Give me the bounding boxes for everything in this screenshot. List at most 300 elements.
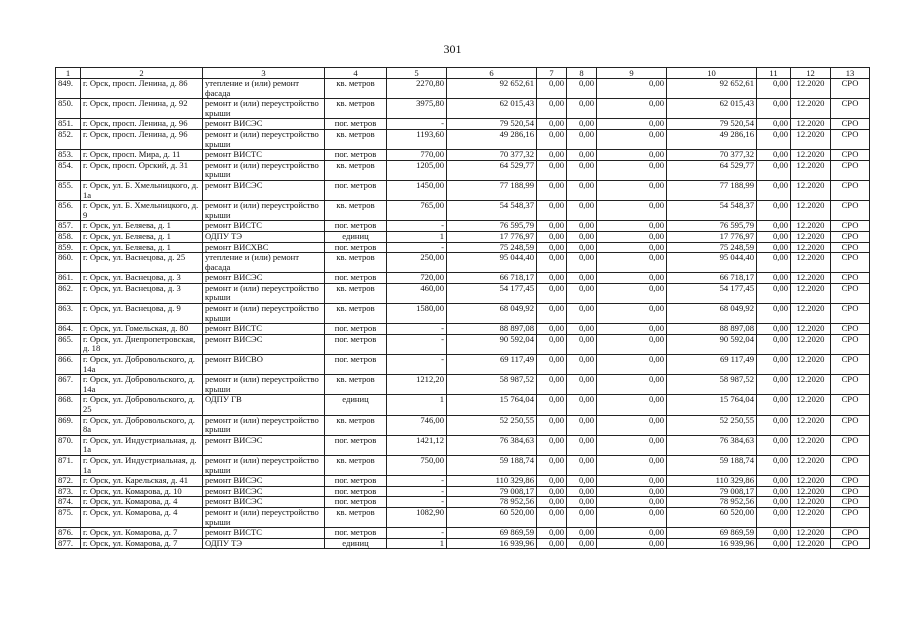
table-cell: СРО xyxy=(831,497,870,508)
table-cell: 66 718,17 xyxy=(667,273,757,284)
table-cell: - xyxy=(387,242,447,253)
table-cell: 69 117,49 xyxy=(447,355,537,375)
table-cell: 12.2020 xyxy=(791,538,831,549)
table-cell: 0,00 xyxy=(537,486,567,497)
table-row xyxy=(56,507,870,527)
table-cell: 0,00 xyxy=(567,119,597,130)
table-cell: 859. xyxy=(56,242,81,253)
table-cell: 0,00 xyxy=(597,395,667,415)
table-cell: кв. метров xyxy=(325,375,387,395)
table-cell: 12.2020 xyxy=(791,119,831,130)
table-cell: 1580,00 xyxy=(387,304,447,324)
table-cell: ремонт ВИСТС xyxy=(203,324,325,335)
table-cell: 95 044,40 xyxy=(667,253,757,273)
table-cell: 90 592,04 xyxy=(447,334,537,354)
table-cell: 49 286,16 xyxy=(667,129,757,149)
table-cell: 92 652,61 xyxy=(667,79,757,99)
table-cell: 95 044,40 xyxy=(447,253,537,273)
table-cell: 0,00 xyxy=(597,528,667,539)
table-cell: пог. метров xyxy=(325,486,387,497)
table-cell: г. Орск, ул. Васнецова, д. 9 xyxy=(81,304,203,324)
table-cell: пог. метров xyxy=(325,476,387,487)
table-cell: ремонт и (или) переустройство крыши xyxy=(203,304,325,324)
table-cell: кв. метров xyxy=(325,201,387,221)
table-cell: 0,00 xyxy=(597,375,667,395)
table-cell: СРО xyxy=(831,273,870,284)
table-cell: 0,00 xyxy=(597,334,667,354)
table-cell: 60 520,00 xyxy=(667,507,757,527)
table-cell: 12.2020 xyxy=(791,201,831,221)
table-cell: ремонт ВИСТС xyxy=(203,528,325,539)
table-cell: 52 250,55 xyxy=(667,415,757,435)
table-cell: 0,00 xyxy=(567,99,597,119)
table-cell: 0,00 xyxy=(567,334,597,354)
table-cell: 12.2020 xyxy=(791,231,831,242)
column-number-cell: 8 xyxy=(567,68,597,79)
table-cell: утепление и (или) ремонт фасада xyxy=(203,253,325,273)
table-cell: СРО xyxy=(831,435,870,455)
table-cell: 12.2020 xyxy=(791,507,831,527)
table-cell: 770,00 xyxy=(387,150,447,161)
column-number-cell: 5 xyxy=(387,68,447,79)
table-cell: 0,00 xyxy=(757,355,791,375)
table-cell: 0,00 xyxy=(757,455,791,475)
table-cell: 70 377,32 xyxy=(447,150,537,161)
table-cell: 875. xyxy=(56,507,81,527)
table-cell: - xyxy=(387,119,447,130)
table-cell: 0,00 xyxy=(757,528,791,539)
table-cell: 0,00 xyxy=(757,507,791,527)
column-number-row xyxy=(56,68,870,79)
table-cell: 12.2020 xyxy=(791,497,831,508)
table-cell: 0,00 xyxy=(757,273,791,284)
table-cell: ремонт ВИСЭС xyxy=(203,486,325,497)
table-cell: кв. метров xyxy=(325,99,387,119)
table-cell: кв. метров xyxy=(325,283,387,303)
table-cell: 863. xyxy=(56,304,81,324)
table-cell: 59 188,74 xyxy=(667,455,757,475)
table-cell: 0,00 xyxy=(597,160,667,180)
table-cell: 871. xyxy=(56,455,81,475)
table-cell: 3975,80 xyxy=(387,99,447,119)
table-cell: 12.2020 xyxy=(791,129,831,149)
table-row xyxy=(56,486,870,497)
table-cell: г. Орск, ул. Васнецова, д. 25 xyxy=(81,253,203,273)
table-cell: 12.2020 xyxy=(791,355,831,375)
table-cell: 12.2020 xyxy=(791,334,831,354)
table-cell: 862. xyxy=(56,283,81,303)
table-cell: 870. xyxy=(56,435,81,455)
table-cell: 17 776,97 xyxy=(447,231,537,242)
table-cell: г. Орск, ул. Карельская, д. 41 xyxy=(81,476,203,487)
table-cell: 0,00 xyxy=(757,476,791,487)
table-row xyxy=(56,242,870,253)
table-cell: 0,00 xyxy=(567,129,597,149)
table-cell: 765,00 xyxy=(387,201,447,221)
table-cell: 69 869,59 xyxy=(447,528,537,539)
table-cell: 0,00 xyxy=(537,528,567,539)
column-number-cell: 11 xyxy=(757,68,791,79)
table-cell: 76 384,63 xyxy=(447,435,537,455)
table-cell: 0,00 xyxy=(757,253,791,273)
table-cell: 1 xyxy=(387,538,447,549)
table-row xyxy=(56,334,870,354)
table-cell: пог. метров xyxy=(325,528,387,539)
table-cell: г. Орск, ул. Добровольского, д. 14а xyxy=(81,375,203,395)
table-cell: пог. метров xyxy=(325,273,387,284)
table-cell: г. Орск, ул. Комарова, д. 7 xyxy=(81,538,203,549)
table-cell: 15 764,04 xyxy=(447,395,537,415)
table-cell: 69 869,59 xyxy=(667,528,757,539)
table-cell: 12.2020 xyxy=(791,79,831,99)
table-cell: 92 652,61 xyxy=(447,79,537,99)
table-cell: СРО xyxy=(831,324,870,335)
table-cell: 90 592,04 xyxy=(667,334,757,354)
table-cell: СРО xyxy=(831,395,870,415)
table-row xyxy=(56,538,870,549)
table-cell: 0,00 xyxy=(757,221,791,232)
table-cell: 12.2020 xyxy=(791,304,831,324)
table-cell: 12.2020 xyxy=(791,476,831,487)
table-cell: 0,00 xyxy=(597,273,667,284)
table-cell: 0,00 xyxy=(597,538,667,549)
table-cell: 0,00 xyxy=(537,99,567,119)
table-cell: СРО xyxy=(831,201,870,221)
table-cell: 76 384,63 xyxy=(667,435,757,455)
table-cell: 0,00 xyxy=(597,99,667,119)
table-cell: 0,00 xyxy=(537,273,567,284)
table-cell: - xyxy=(387,324,447,335)
table-cell: 64 529,77 xyxy=(667,160,757,180)
table-row xyxy=(56,304,870,324)
table-cell: пог. метров xyxy=(325,221,387,232)
table-cell: СРО xyxy=(831,486,870,497)
table-row xyxy=(56,497,870,508)
table-cell: 0,00 xyxy=(567,497,597,508)
table-row xyxy=(56,99,870,119)
table-cell: пог. метров xyxy=(325,242,387,253)
table-cell: 12.2020 xyxy=(791,273,831,284)
table-cell: ремонт и (или) переустройство крыши xyxy=(203,283,325,303)
table-cell: 0,00 xyxy=(567,304,597,324)
table-cell: 869. xyxy=(56,415,81,435)
table-cell: СРО xyxy=(831,180,870,200)
table-cell: 0,00 xyxy=(597,150,667,161)
table-cell: 0,00 xyxy=(757,99,791,119)
table-cell: 0,00 xyxy=(567,395,597,415)
table-cell: г. Орск, ул. Комарова, д. 10 xyxy=(81,486,203,497)
table-cell: 0,00 xyxy=(757,375,791,395)
table-cell: - xyxy=(387,221,447,232)
table-cell: 0,00 xyxy=(597,231,667,242)
table-cell: - xyxy=(387,497,447,508)
table-cell: 720,00 xyxy=(387,273,447,284)
table-cell: - xyxy=(387,355,447,375)
table-cell: г. Орск, ул. Добровольского, д. 25 xyxy=(81,395,203,415)
table-cell: 0,00 xyxy=(537,455,567,475)
table-row xyxy=(56,79,870,99)
table-cell: 855. xyxy=(56,180,81,200)
table-cell: 852. xyxy=(56,129,81,149)
column-number-cell: 10 xyxy=(667,68,757,79)
table-cell: 69 117,49 xyxy=(667,355,757,375)
table-cell: ремонт ВИСЭС xyxy=(203,180,325,200)
table-cell: г. Орск, ул. Беляева, д. 1 xyxy=(81,231,203,242)
table-cell: 0,00 xyxy=(567,253,597,273)
table-cell: 0,00 xyxy=(567,528,597,539)
table-cell: г. Орск, ул. Комарова, д. 7 xyxy=(81,528,203,539)
table-cell: 0,00 xyxy=(567,180,597,200)
table-cell: 70 377,32 xyxy=(667,150,757,161)
table-row xyxy=(56,355,870,375)
table-cell: г. Орск, ул. Комарова, д. 4 xyxy=(81,507,203,527)
table-cell: 12.2020 xyxy=(791,160,831,180)
table-cell: 54 177,45 xyxy=(667,283,757,303)
table-cell: СРО xyxy=(831,455,870,475)
table-cell: ОДПУ ГВ xyxy=(203,395,325,415)
table-cell: 1205,00 xyxy=(387,160,447,180)
table-cell: пог. метров xyxy=(325,119,387,130)
table-cell: 0,00 xyxy=(567,221,597,232)
table-cell: ремонт ВИСЭС xyxy=(203,476,325,487)
table-cell: г. Орск, ул. Беляева, д. 1 xyxy=(81,221,203,232)
table-cell: 0,00 xyxy=(567,486,597,497)
table-cell: г. Орск, просп. Ленина, д. 96 xyxy=(81,119,203,130)
table-cell: 0,00 xyxy=(757,334,791,354)
table-cell: 0,00 xyxy=(597,180,667,200)
table-cell: пог. метров xyxy=(325,334,387,354)
table-cell: ОДПУ ТЭ xyxy=(203,538,325,549)
table-cell: 12.2020 xyxy=(791,528,831,539)
table-cell: 856. xyxy=(56,201,81,221)
table-cell: ремонт ВИСХВС xyxy=(203,242,325,253)
table-cell: 15 764,04 xyxy=(667,395,757,415)
table-cell: 0,00 xyxy=(537,221,567,232)
table-cell: кв. метров xyxy=(325,304,387,324)
table-cell: 0,00 xyxy=(567,242,597,253)
table-cell: 0,00 xyxy=(537,375,567,395)
table-cell: 12.2020 xyxy=(791,435,831,455)
table-cell: ремонт ВИСТС xyxy=(203,150,325,161)
table-cell: г. Орск, ул. Васнецова, д. 3 xyxy=(81,283,203,303)
table-cell: 0,00 xyxy=(567,507,597,527)
table-cell: 60 520,00 xyxy=(447,507,537,527)
table-cell: г. Орск, просп. Орский, д. 31 xyxy=(81,160,203,180)
table-cell: 17 776,97 xyxy=(667,231,757,242)
table-cell: 868. xyxy=(56,395,81,415)
table-cell: 1 xyxy=(387,231,447,242)
table-cell: г. Орск, ул. Васнецова, д. 3 xyxy=(81,273,203,284)
table-cell: ремонт и (или) переустройство крыши xyxy=(203,415,325,435)
table-cell: СРО xyxy=(831,375,870,395)
table-cell: ремонт и (или) переустройство крыши xyxy=(203,375,325,395)
table-cell: 0,00 xyxy=(597,283,667,303)
table-cell: 0,00 xyxy=(597,242,667,253)
table-cell: СРО xyxy=(831,528,870,539)
repair-schedule-table xyxy=(55,67,870,549)
table-cell: 0,00 xyxy=(537,324,567,335)
table-cell: 0,00 xyxy=(537,79,567,99)
table-cell: 59 188,74 xyxy=(447,455,537,475)
table-cell: 858. xyxy=(56,231,81,242)
table-cell: ОДПУ ТЭ xyxy=(203,231,325,242)
table-cell: пог. метров xyxy=(325,150,387,161)
table-cell: 0,00 xyxy=(757,150,791,161)
table-cell: ремонт ВИСТС xyxy=(203,221,325,232)
table-cell: СРО xyxy=(831,99,870,119)
table-cell: 0,00 xyxy=(537,395,567,415)
table-cell: кв. метров xyxy=(325,129,387,149)
table-cell: СРО xyxy=(831,283,870,303)
table-cell: г. Орск, ул. Индустриальная, д. 1а xyxy=(81,435,203,455)
table-cell: 0,00 xyxy=(597,455,667,475)
table-cell: ремонт ВИСЭС xyxy=(203,273,325,284)
table-row xyxy=(56,455,870,475)
table-cell: 0,00 xyxy=(567,273,597,284)
table-cell: ремонт и (или) переустройство крыши xyxy=(203,129,325,149)
table-row xyxy=(56,231,870,242)
table-cell: 0,00 xyxy=(597,324,667,335)
table-cell: 874. xyxy=(56,497,81,508)
column-number-cell: 12 xyxy=(791,68,831,79)
table-cell: ремонт и (или) переустройство крыши xyxy=(203,455,325,475)
table-cell: 12.2020 xyxy=(791,395,831,415)
table-cell: 12.2020 xyxy=(791,283,831,303)
table-cell: 0,00 xyxy=(597,435,667,455)
table-cell: 0,00 xyxy=(567,476,597,487)
table-cell: 79 008,17 xyxy=(447,486,537,497)
table-cell: ремонт и (или) переустройство крыши xyxy=(203,507,325,527)
table-cell: 54 177,45 xyxy=(447,283,537,303)
table-cell: 0,00 xyxy=(757,497,791,508)
table-cell: СРО xyxy=(831,221,870,232)
table-cell: 110 329,86 xyxy=(667,476,757,487)
table-cell: пог. метров xyxy=(325,180,387,200)
table-cell: 0,00 xyxy=(757,304,791,324)
table-cell: г. Орск, просп. Мира, д. 11 xyxy=(81,150,203,161)
table-cell: 49 286,16 xyxy=(447,129,537,149)
table-cell: 0,00 xyxy=(757,435,791,455)
table-cell: г. Орск, ул. Комарова, д. 4 xyxy=(81,497,203,508)
table-cell: 1 xyxy=(387,395,447,415)
table-cell: 12.2020 xyxy=(791,415,831,435)
table-cell: 861. xyxy=(56,273,81,284)
table-cell: 0,00 xyxy=(537,304,567,324)
table-cell: ремонт ВИСЭС xyxy=(203,435,325,455)
table-cell: - xyxy=(387,334,447,354)
table-cell: г. Орск, ул. Днепропетровская, д. 18 xyxy=(81,334,203,354)
table-cell: 0,00 xyxy=(537,538,567,549)
table-row xyxy=(56,150,870,161)
column-number-cell: 1 xyxy=(56,68,81,79)
table-cell: 250,00 xyxy=(387,253,447,273)
table-cell: 1212,20 xyxy=(387,375,447,395)
table-cell: СРО xyxy=(831,150,870,161)
table-row xyxy=(56,119,870,130)
table-cell: 88 897,08 xyxy=(447,324,537,335)
table-cell: 851. xyxy=(56,119,81,130)
table-cell: 0,00 xyxy=(597,253,667,273)
table-cell: ремонт ВИСВО xyxy=(203,355,325,375)
table-cell: 0,00 xyxy=(597,129,667,149)
table-cell: 0,00 xyxy=(537,497,567,508)
table-cell: 12.2020 xyxy=(791,99,831,119)
table-cell: 0,00 xyxy=(757,283,791,303)
table-cell: 0,00 xyxy=(757,201,791,221)
table-cell: 866. xyxy=(56,355,81,375)
table-cell: 0,00 xyxy=(537,201,567,221)
table-cell: 0,00 xyxy=(757,538,791,549)
table-cell: 76 595,79 xyxy=(447,221,537,232)
table-cell: пог. метров xyxy=(325,497,387,508)
table-cell: 77 188,99 xyxy=(667,180,757,200)
table-cell: 77 188,99 xyxy=(447,180,537,200)
table-cell: 16 939,96 xyxy=(667,538,757,549)
table-cell: 12.2020 xyxy=(791,486,831,497)
table-cell: 0,00 xyxy=(567,231,597,242)
table-row xyxy=(56,395,870,415)
table-cell: 54 548,37 xyxy=(667,201,757,221)
table-cell: кв. метров xyxy=(325,253,387,273)
table-cell: 0,00 xyxy=(567,538,597,549)
table-cell: г. Орск, ул. Индустриальная, д. 1а xyxy=(81,455,203,475)
table-cell: 860. xyxy=(56,253,81,273)
table-cell: 0,00 xyxy=(757,129,791,149)
table-row xyxy=(56,435,870,455)
table-cell: 12.2020 xyxy=(791,221,831,232)
table-cell: 62 015,43 xyxy=(667,99,757,119)
table-cell: 78 952,56 xyxy=(447,497,537,508)
table-cell: утепление и (или) ремонт фасада xyxy=(203,79,325,99)
table-row xyxy=(56,273,870,284)
table-row xyxy=(56,283,870,303)
table-cell: 0,00 xyxy=(567,201,597,221)
table-row xyxy=(56,415,870,435)
table-cell: 76 595,79 xyxy=(667,221,757,232)
table-cell: 0,00 xyxy=(597,476,667,487)
table-cell: кв. метров xyxy=(325,507,387,527)
table-cell: 0,00 xyxy=(537,355,567,375)
table-cell: СРО xyxy=(831,334,870,354)
table-cell: пог. метров xyxy=(325,355,387,375)
table-cell: ремонт и (или) переустройство крыши xyxy=(203,201,325,221)
table-cell: 75 248,59 xyxy=(447,242,537,253)
table-cell: 0,00 xyxy=(757,119,791,130)
table-cell: г. Орск, просп. Ленина, д. 96 xyxy=(81,129,203,149)
table-cell: кв. метров xyxy=(325,79,387,99)
table-cell: 0,00 xyxy=(757,242,791,253)
table-cell: 0,00 xyxy=(567,455,597,475)
table-cell: 0,00 xyxy=(537,129,567,149)
column-number-cell: 7 xyxy=(537,68,567,79)
table-cell: 0,00 xyxy=(757,395,791,415)
table-cell: 0,00 xyxy=(537,150,567,161)
table-cell: г. Орск, ул. Б. Хмельницкого, д. 1а xyxy=(81,180,203,200)
table-cell: 864. xyxy=(56,324,81,335)
table-row xyxy=(56,180,870,200)
table-cell: 62 015,43 xyxy=(447,99,537,119)
table-cell: 1450,00 xyxy=(387,180,447,200)
table-cell: единиц xyxy=(325,538,387,549)
table-cell: 78 952,56 xyxy=(667,497,757,508)
table-cell: СРО xyxy=(831,129,870,149)
table-cell: 12.2020 xyxy=(791,455,831,475)
table-cell: 0,00 xyxy=(537,231,567,242)
table-cell: 0,00 xyxy=(537,119,567,130)
table-cell: 0,00 xyxy=(567,283,597,303)
table-cell: 872. xyxy=(56,476,81,487)
table-cell: СРО xyxy=(831,119,870,130)
